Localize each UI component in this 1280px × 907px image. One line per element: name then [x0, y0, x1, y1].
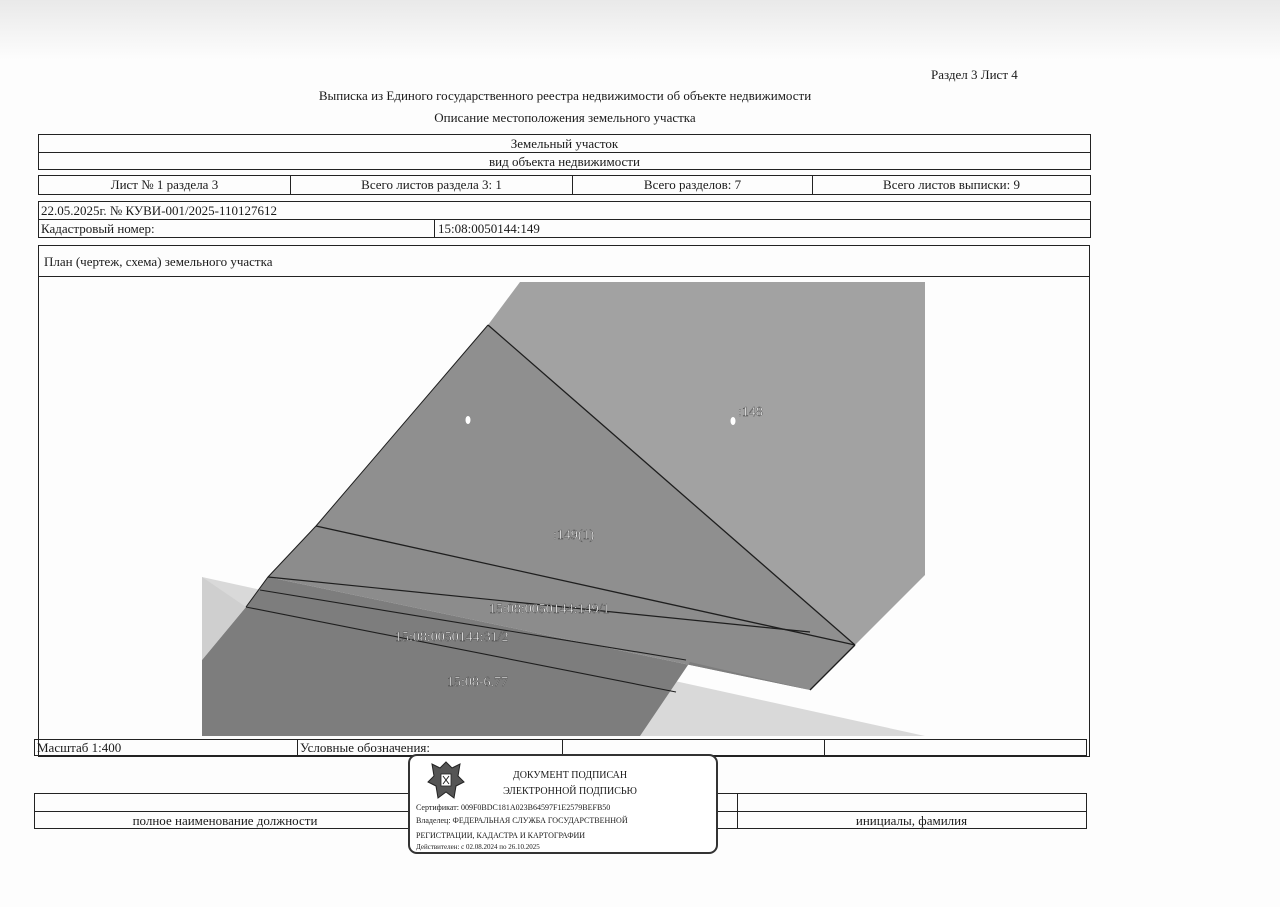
- stamp-line1: ДОКУМЕНТ ПОДПИСАН: [512, 770, 628, 781]
- section-sheets-total: Всего листов раздела 3: 1: [290, 176, 572, 194]
- name-caption: инициалы, фамилия: [855, 813, 968, 828]
- extract-sheets-total: Всего листов выписки: 9: [812, 176, 1090, 194]
- coat-of-arms-icon: [426, 758, 466, 802]
- stamp-line2: ЭЛЕКТРОННОЙ ПОДПИСЬЮ: [503, 786, 637, 797]
- legend-empty-1: [562, 740, 824, 755]
- legend-label: Условные обозначения:: [297, 740, 562, 755]
- plan-title: План (чертеж, схема) земельного участка: [44, 254, 273, 269]
- electronic-signature-stamp: [408, 754, 718, 854]
- legend-empty-2: [824, 740, 1086, 755]
- record-date-number: 22.05.2025г. № КУВИ-001/2025-110127612: [41, 203, 277, 218]
- stamp-valid: Действителен: с 02.08.2024 по 26.10.2025: [416, 843, 540, 851]
- sections-total: Всего разделов: 7: [572, 176, 812, 194]
- label-149-1-full: 15:08:0050144:149/1: [489, 602, 610, 617]
- cadastral-value: 15:08:0050144:149: [438, 221, 540, 236]
- label-31-2: 15:08:0050144:31/2: [395, 630, 509, 645]
- stamp-owner-line1: Владелец: ФЕДЕРАЛЬНАЯ СЛУЖБА ГОСУДАРСТВЕННОЙ: [416, 816, 628, 825]
- section-sheet-label: Раздел 3 Лист 4: [931, 67, 1018, 82]
- document-title: Выписка из Единого государственного реестра недвижимости об объекте недвижимости: [318, 88, 812, 103]
- stamp-owner-line2: РЕГИСТРАЦИИ, КАДАСТРА И КАРТОГРАФИИ: [416, 831, 586, 840]
- position-caption: полное наименование должности: [132, 813, 318, 828]
- document-subtitle: Описание местоположения земельного участка: [434, 110, 696, 125]
- label-6-77: 15:08-6.77: [447, 675, 509, 690]
- object-kind-caption: вид объекта недвижимости: [489, 154, 640, 169]
- label-149-1: :149(1): [553, 528, 595, 543]
- sheet-number: Лист № 1 раздела 3: [110, 177, 219, 192]
- cadastral-label: Кадастровый номер:: [41, 221, 155, 236]
- object-kind: Земельный участок: [510, 136, 619, 151]
- scale: Масштаб 1:400: [37, 739, 122, 755]
- stamp-certificate: Сертификат: 009F0BDC181A023B64597F1E2579BEFB50: [416, 803, 611, 812]
- label-148: :148: [738, 405, 763, 420]
